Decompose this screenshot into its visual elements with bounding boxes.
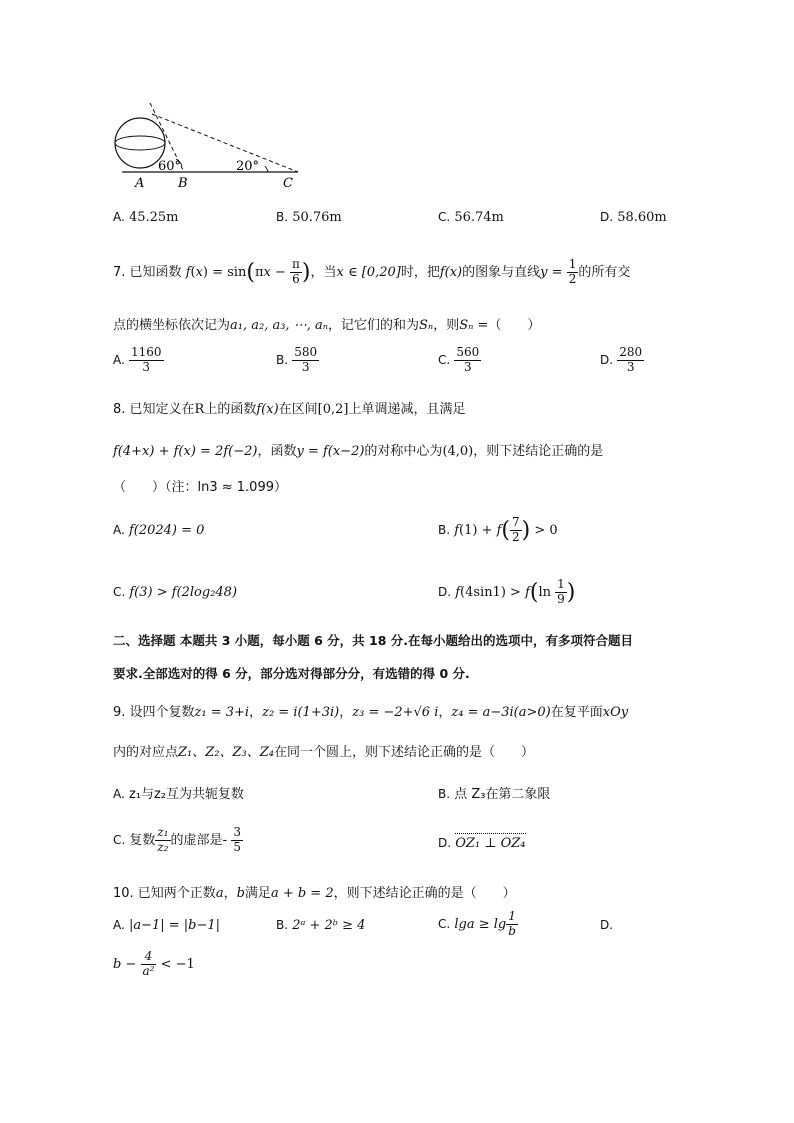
q10-option-c[interactable]: C. lga ≥ lg $\frac{1}{b}$ [438,909,516,938]
q9-line1: 9. 设四个复数z₁ = 3+i，z₂ = i(1+3i)，z₃ = −2+√6 i，z₄ = a−3i(a>0)在复平面xOy [113,705,629,720]
section2-line1: 二、选择题 本题共 3 小题，每小题 6 分，共 18 分.在每小题给出的选项中，有多项符合题目 [113,633,634,648]
q7-option-a[interactable]: A. $\frac{1160}{3}$ [113,345,162,374]
label-B: B [178,176,188,190]
q9-option-d[interactable]: D. OZ₁ ⊥ OZ₄ [438,836,526,851]
q7-option-c[interactable]: C. $\frac{560}{3}$ [438,345,480,374]
q6-option-d[interactable]: D. 58.60m [600,210,667,225]
q6-option-a[interactable]: A. 45.25m [113,210,179,225]
angle-arc-20 [265,166,268,172]
label-angle-60: 60° [158,159,182,174]
q8-option-c[interactable]: C. f(3) > f(2log₂48) [113,585,238,600]
q6-option-b[interactable]: B. 50.76m [276,210,342,225]
label-angle-20: 20° [236,159,260,174]
q8-line1: 8. 已知定义在R上的函数f(x)在区间[0,2]上单调递减，且满足 [113,402,466,417]
label-A: A [135,176,145,190]
q9-option-c[interactable]: C. 复数 $\frac{\text{z₁}}{\text{z₂}}$ 的虚部是- $\frac{3}{5}$ [113,825,241,854]
q10-option-d[interactable]: D. [600,918,614,932]
q7-option-d[interactable]: D. $\frac{280}{3}$ [600,345,643,374]
q7-option-b[interactable]: B. $\frac{580}{3}$ [276,345,318,374]
q10-option-d-content: b − $\frac{4}{\text{a²}}$ < −1 [113,949,195,978]
q9-line2: 内的对应点Z₁、Z₂、Z₃、Z₄在同一个圆上，则下述结论正确的是（ ） [113,745,535,760]
q9-option-b[interactable]: B. 点 Z₃在第二象限 [438,787,551,802]
q8-line2: f(4+x) + f(x) = 2f(−2)，函数y = f(x−2)的对称中心为(4,0)，则下述结论正确的是 [113,444,604,459]
q7-line2: 点的横坐标依次记为a₁, a₂, a₃, ⋯, aₙ，记它们的和为Sₙ，则Sₙ =（ ） [113,318,541,333]
q10-line1: 10. 已知两个正数a，b满足a + b = 2，则下述结论正确的是（ ） [113,886,516,901]
q7-line1: 7. 已知函数 f(x) = sin(πx − $\frac{\pi}{6}$ )，当x ∈ [0,20]时，把f(x)的图象与直线y = $\frac{1}{2}$ 的所有交 [113,257,631,286]
q8-option-a[interactable]: A. f(2024) = 0 [113,523,205,538]
q8-option-b[interactable]: B. f(1) + f( $\frac{7}{2}$ ) > 0 [438,515,558,544]
label-C: C [283,176,293,190]
geometry-figure [110,98,310,190]
q10-option-a[interactable]: A. |a−1| = |b−1| [113,918,221,933]
section2-line2: 要求.全部选对的得 6 分，部分选对得部分分，有选错的得 0 分. [113,666,470,681]
q8-option-d[interactable]: D. f(4sin1) > f(ln $\frac{1}{9}$ ) [438,577,576,606]
q9-option-a[interactable]: A. z₁与z₂互为共轭复数 [113,787,245,802]
q6-option-c[interactable]: C. 56.74m [438,210,504,225]
q10-option-b[interactable]: B. 2ᵃ + 2ᵇ ≥ 4 [276,918,366,933]
sphere-equator [115,136,165,150]
q8-line3: （ ）（注：ln3 ≈ 1.099） [113,480,287,495]
